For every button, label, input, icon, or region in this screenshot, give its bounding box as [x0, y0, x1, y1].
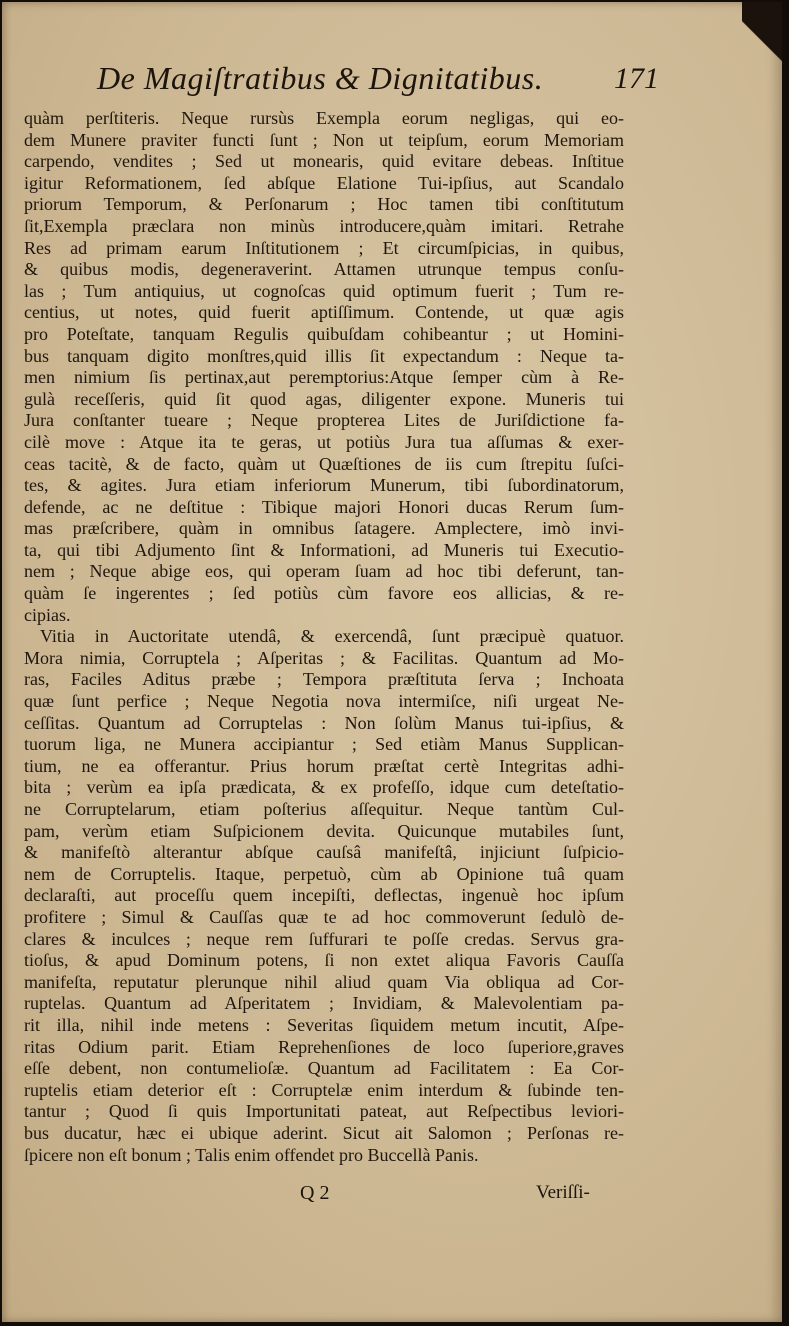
text-line: tes, & agites. Jura etiam inferiorum Munerum, tibi ſubordinatorum,: [24, 475, 624, 496]
text-line: & quibus modis, degeneraverint. Attamen utrunque tempus conſu-: [24, 259, 624, 280]
text-line: quæ ſunt perfice ; Neque Negotia nova intermiſce, niſi urgeat Ne-: [24, 691, 624, 712]
text-line: ta, qui tibi Adjumento ſint & Informationi, ad Muneris tui Executio-: [24, 539, 624, 560]
text-line: carpendo, vendites ; Sed ut monearis, quid evitare debeas. Inſtitue: [24, 151, 624, 172]
text-line: ruptelis etiam deterior eſt : Corruptelæ enim interdum & ſubinde ten-: [24, 1079, 624, 1100]
text-line: ceas tacitè, & de facto, quàm ut Quæſtiones de iis cum ſtrepitu ſuſci-: [24, 453, 624, 474]
text-line: ſit,Exempla præclara non minùs introducere,quàm imitari. Retrahe: [24, 215, 624, 236]
text-line: manifeſta, reputatur plerunque nihil aliud quam Via obliqua ad Cor-: [24, 971, 624, 992]
text-line: centius, ut notes, quid fuerit aptiſſimum. Contende, ut quæ agis: [24, 302, 624, 323]
text-line: defende, ac ne deſtitue : Tibique majori Honori ducas Rerum ſum-: [24, 496, 624, 517]
page-header: [2, 60, 782, 100]
text-line: men nimium ſis pertinax,aut peremptorius:Atque ſemper cùm à Re-: [24, 367, 624, 388]
text-line: bus ducatur, hæc ei ubique aderint. Sicut ait Salomon ; Perſonas re-: [24, 1122, 624, 1143]
text-line: cipias.: [24, 604, 71, 625]
body-text: [24, 108, 624, 1166]
text-line: Res ad primam earum Inſtitutionem ; Et circumſpicias, in quibus,: [24, 237, 624, 258]
text-line: Mora nimia, Corruptela ; Aſperitas ; & Facilitas. Quantum ad Mo-: [24, 647, 624, 668]
text-line: cilè move : Atque ita te geras, ut potiùs Jura tua aſſumas & exer-: [24, 431, 624, 452]
text-line: profitere ; Simul & Cauſſas quæ te ad hoc commoverunt ſedulò de-: [24, 906, 624, 927]
text-line: clares & inculces ; neque rem ſuffurari te poſſe credas. Servus gra-: [24, 928, 624, 949]
text-line: rit illa, nihil inde metens : Severitas ſiquidem metum incutit, Aſpe-: [24, 1014, 624, 1035]
text-line: quàm ſe ingerentes ; ſed potiùs cùm favore eos allicias, & re-: [24, 583, 624, 604]
text-line: bita ; verùm ea ipſa prædicata, & ex profeſſo, idque cum deteſtatio-: [24, 777, 624, 798]
book-page: [2, 2, 782, 1322]
text-line: ſpicere non eſt bonum ; Talis enim offendet pro Buccellà Panis.: [24, 1144, 479, 1165]
text-line: ceſſitas. Quantum ad Corruptelas : Non ſolùm Manus tui-ipſius, &: [24, 712, 624, 733]
text-line: tioſus, & apud Dominum potens, ſi non extet aliqua Favoris Cauſſa: [24, 950, 624, 971]
text-line: Jura conſtanter tueare ; Neque propterea Lites de Juriſdictione fa-: [24, 410, 624, 431]
signature-mark: Q 2: [300, 1182, 330, 1204]
page-footer: [2, 1182, 782, 1212]
text-line: Vitia in Auctoritate utendâ, & exercendâ, ſunt præcipuè quatuor.: [40, 626, 624, 647]
text-line: mas præſcribere, quàm in omnibus ſatagere. Amplectere, imò invi-: [24, 518, 624, 539]
text-line: dem Munere praviter functi ſunt ; Non ut teipſum, eorum Memoriam: [24, 129, 624, 150]
text-line: nem de Corruptelis. Itaque, perpetuò, cùm ab Opinione tuâ quam: [24, 863, 624, 884]
text-line: pam, verùm etiam Suſpicionem devita. Quicunque mutabiles ſunt,: [24, 820, 624, 841]
text-line: ne Corruptelarum, etiam poſterius aſſequitur. Neque tantùm Cul-: [24, 799, 624, 819]
catchword: Veriſſi-: [536, 1182, 590, 1203]
text-line: ras, Faciles Aditus præbe ; Tempora præſtituta ſerva ; Inchoata: [24, 669, 624, 690]
text-line: & manifeſtò alterantur abſque cauſsâ manifeſtâ, injiciunt ſuſpicio-: [24, 842, 624, 863]
text-line: tium, ne ea offerantur. Prius horum præſtat certè Integritas adhi-: [24, 755, 624, 776]
text-line: nem ; Neque abige eos, qui operam ſuam ad hoc tibi deferunt, tan-: [24, 561, 624, 582]
text-line: gulà receſſeris, quid ſit quod agas, diligenter expone. Muneris tui: [24, 388, 624, 409]
text-line: pro Poteſtate, tanquam Regulis quibuſdam cohibeantur ; ut Homini-: [24, 323, 624, 344]
text-line: bus tanquam digito monſtres,quid illis ſit expectandum : Neque ta-: [24, 345, 624, 366]
page-number: 171: [614, 62, 659, 95]
text-line: quàm perſtiteris. Neque rursùs Exempla eorum negligas, qui eo-: [24, 108, 624, 128]
text-line: las ; Tum antiquius, ut cognoſcas quid optimum fuerit ; Tum re-: [24, 280, 624, 301]
text-line: priorum Temporum, & Perſonarum ; Hoc tamen tibi conſtitutum: [24, 194, 624, 215]
text-line: tantur ; Quod ſi quis Importunitati pateat, aut Reſpectibus leviori-: [24, 1101, 624, 1122]
text-line: tuorum liga, ne Munera accipiantur ; Sed etiàm Manus Supplican-: [24, 734, 624, 755]
text-line: ruptelas. Quantum ad Aſperitatem ; Invidiam, & Malevolentiam pa-: [24, 993, 624, 1014]
text-line: ritas Odium parit. Etiam Reprehenſiones de loco ſuperiore,graves: [24, 1036, 624, 1057]
text-line: declaraſti, aut proceſſu quem incepiſti, deflectas, ingenuè hoc ipſum: [24, 885, 624, 906]
text-line: igitur Reformationem, ſed abſque Elatione Tui-ipſius, aut Scandalo: [24, 172, 624, 193]
text-line: eſſe debent, non contumelioſæ. Quantum ad Facilitatem : Ea Cor-: [24, 1058, 624, 1079]
running-title: De Magiſtratibus & Dignitatibus.: [97, 60, 544, 96]
